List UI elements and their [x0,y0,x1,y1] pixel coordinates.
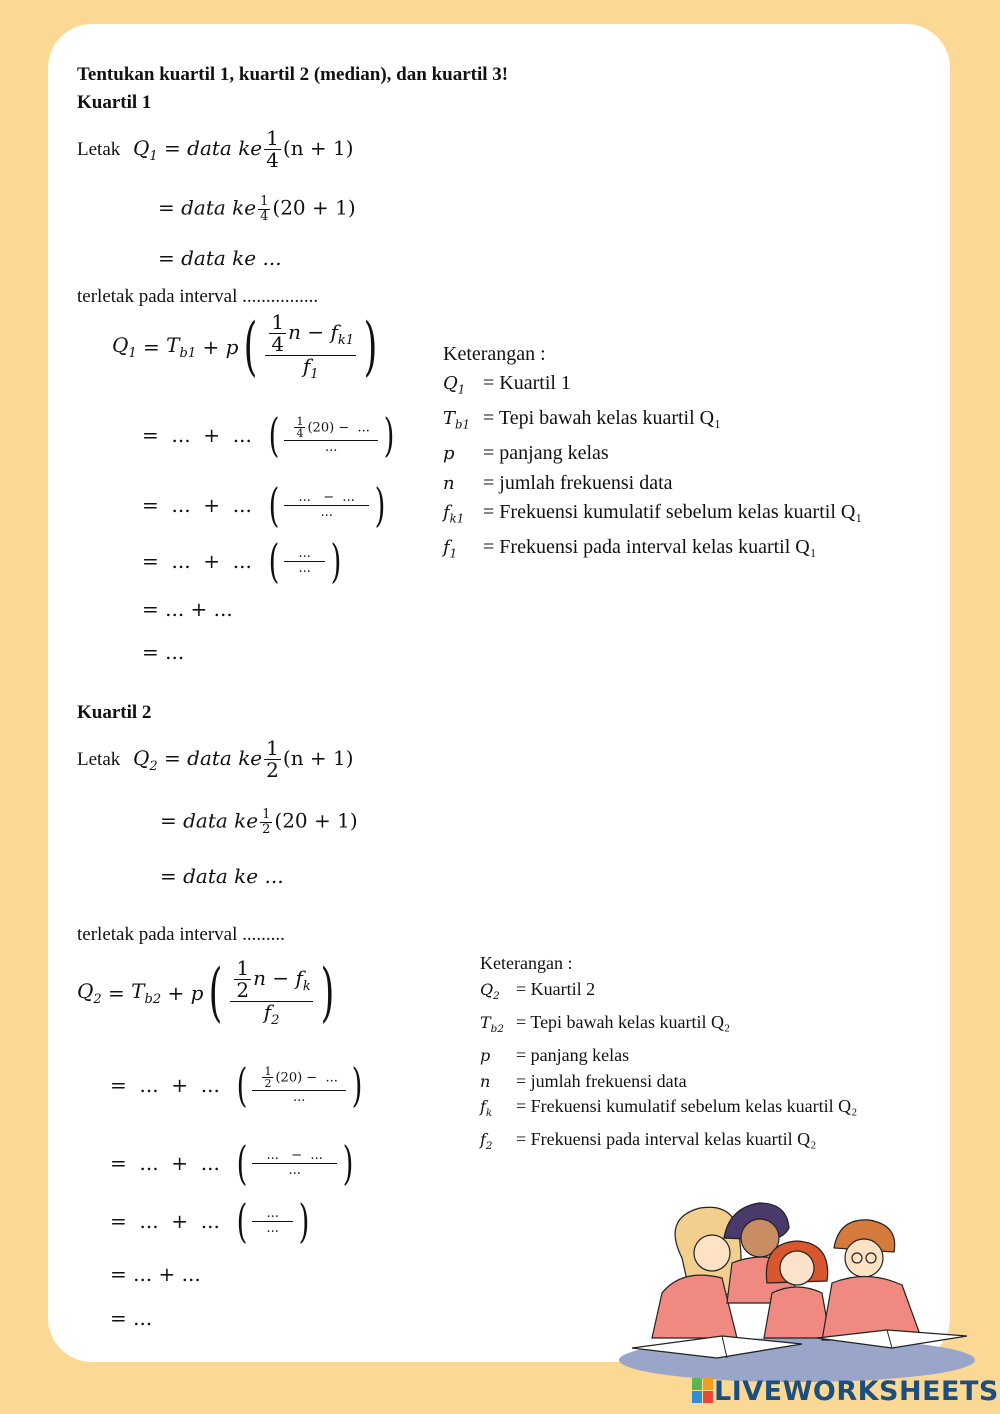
q2-interval-text: terletak pada interval ......... [77,924,285,945]
q1-formula: $Q_1$ = $T_{b1}$ + p ( $\frac{1}{4}$ $n - f_{k1}$ $f_1$ ) [112,309,378,384]
q2-letak-step2: = data ke $\frac{1}{2}$ (20 + 1) [160,807,358,837]
q1-keterangan [443,340,862,569]
live-badge-icon [692,1378,714,1404]
q2-keterangan [480,951,857,1160]
keterangan-title: Keterangan : [443,343,546,365]
kuartil2-heading: Kuartil 2 [77,702,152,723]
q1-letak-step3: = data ke ... [158,246,282,270]
q1-work-row-1: = ... + ... ( $\frac{1}{4}$ (20) − ... ... ) [142,408,395,462]
ket-item: $Q_2$ = Kuartil 2 [480,978,596,1002]
page-title: Tentukan kuartil 1, kuartil 2 (median), dan kuartil 3! [77,64,509,85]
ket-item: n = jumlah frekuensi data [443,471,673,494]
q2-work-row-2: = ... + ... ( $\frac{... - ...}{...}$ ) [110,1136,354,1190]
q1-work-row-5: = ... [142,640,185,664]
ket-item: $f_{k1}$ = Frekuensi kumulatif sebelum kelas kuartil Q₁ [443,501,863,526]
q2-work-row-4: = ... + ... [110,1262,201,1286]
ket-item: p = panjang kelas [443,441,609,464]
ket-item: $Q_1$ = Kuartil 1 [443,371,571,397]
q1-work-row-3: = ... + ... ( $\frac{...}{...}$ ) [142,534,342,588]
brand-name: LIVEWORKSHEETS [714,1375,999,1407]
keterangan-title: Keterangan : [480,953,573,973]
ket-item: $f_2$ = Frekuensi pada interval kelas kuartil Q₂ [480,1129,817,1153]
q2-formula: $Q_2$ = $T_{b2}$ + p ( $\frac{1}{2}$ $n - f_k$ $f_2$ ) [77,955,335,1030]
kuartil1-heading: Kuartil 1 [77,92,152,113]
q2-work-row-3: = ... + ... ( $\frac{...}{...}$ ) [110,1194,310,1248]
ket-item: $f_k$ = Frekuensi kumulatif sebelum kelas kuartil Q₂ [480,1096,858,1120]
ket-item: $f_1$ = Frekuensi pada interval kelas kuartil Q₁ [443,536,817,561]
students-illustration [612,1188,980,1398]
ket-item: n = jumlah frekuensi data [480,1070,687,1091]
q2-letak-line: Letak $Q_2$ = data ke $\frac{1}{2}$ (n + 1) [77,736,354,782]
ket-item: $T_{b1}$ = Tepi bawah kelas kuartil Q₁ [443,406,722,432]
q2-work-row-1: = ... + ... ( $\frac{1}{2}$ (20) − ... ... ) [110,1058,363,1112]
q1-work-row-4: = ... + ... [142,597,233,621]
ket-item: $T_{b2}$ = Tepi bawah kelas kuartil Q₂ [480,1011,731,1035]
q2-work-row-5: = ... [110,1306,153,1330]
q2-letak-step3: = data ke ... [160,864,284,888]
ket-item: p = panjang kelas [480,1044,630,1065]
liveworksheets-logo [692,1376,999,1406]
q1-letak-line: Letak $Q_1$ = data ke $\frac{1}{4}$ (n + 1) [77,126,354,172]
q1-letak-step2: = data ke $\frac{1}{4}$ (20 + 1) [158,194,356,224]
q1-interval-text: terletak pada interval ................ [77,286,319,307]
q1-work-row-2: = ... + ... ( $\frac{... - ...}{...}$ ) [142,478,386,532]
